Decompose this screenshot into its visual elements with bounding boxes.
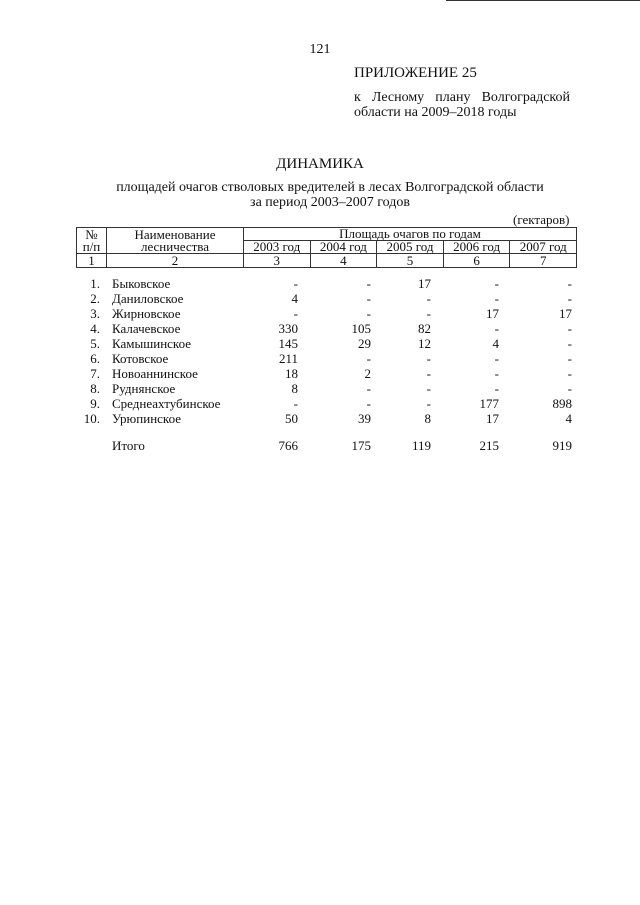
appendix-subtitle: к Лесному плану Волгоградской области на 2009–2018 годы	[354, 90, 570, 120]
units-label: (гектаров)	[513, 212, 570, 227]
value-2005: 82	[418, 321, 431, 336]
value-2003: 8	[291, 381, 298, 396]
total-2007: 919	[552, 438, 572, 453]
value-2004: 29	[358, 336, 371, 351]
value-2005: 17	[418, 276, 431, 291]
value-2004: -	[366, 351, 371, 366]
table-row	[76, 336, 576, 351]
value-2003: 4	[291, 291, 298, 306]
value-2004: 2	[364, 366, 371, 381]
value-2005: 8	[424, 411, 431, 426]
area-group-header: Площадь очагов по годам	[244, 228, 577, 241]
appendix-title: ПРИЛОЖЕНИЕ 25	[354, 65, 477, 81]
value-2006: -	[494, 366, 499, 381]
year-header: 2005 год	[377, 241, 444, 254]
forestry-name: Руднянское	[112, 381, 176, 396]
total-2004: 175	[351, 438, 371, 453]
page-number: 121	[309, 42, 331, 57]
year-header: 2004 год	[310, 241, 377, 254]
row-number: 4.	[90, 321, 100, 336]
value-2006: 17	[486, 306, 499, 321]
row-number: 6.	[90, 351, 100, 366]
total-2003: 766	[278, 438, 298, 453]
row-number: 8.	[90, 381, 100, 396]
row-number: 2.	[90, 291, 100, 306]
value-2004: 105	[351, 321, 371, 336]
forestry-name: Среднеахтубинское	[112, 396, 221, 411]
value-2006: 17	[486, 411, 499, 426]
row-number: 9.	[90, 396, 100, 411]
num-column-header	[77, 228, 107, 254]
value-2006: 4	[492, 336, 499, 351]
name-column-header	[107, 228, 244, 254]
value-2006: -	[494, 381, 499, 396]
year-header: 2006 год	[443, 241, 510, 254]
forestry-name: Котовское	[112, 351, 169, 366]
total-label: Итого	[112, 438, 145, 453]
value-2007: -	[567, 381, 572, 396]
document-subtitle	[80, 180, 580, 210]
value-2007: 17	[559, 306, 572, 321]
value-2003: 50	[285, 411, 298, 426]
table-row	[76, 381, 576, 396]
column-number: 2	[107, 254, 244, 268]
value-2007: 4	[565, 411, 572, 426]
value-2005: -	[426, 396, 431, 411]
value-2003: -	[293, 396, 298, 411]
table-row	[76, 351, 576, 366]
value-2007: 898	[552, 396, 572, 411]
year-header: 2007 год	[510, 241, 577, 254]
value-2005: 12	[418, 336, 431, 351]
value-2004: -	[366, 306, 371, 321]
forestry-name: Урюпинское	[112, 411, 181, 426]
subtitle-line-1: площадей очагов стволовых вредителей в лесах Волгоградской области	[116, 180, 544, 195]
num-header-line-1: №	[85, 226, 98, 242]
value-2007: -	[567, 321, 572, 336]
forestry-name: Быковское	[112, 276, 171, 291]
value-2004: -	[366, 381, 371, 396]
value-2006: -	[494, 276, 499, 291]
row-number: 10.	[83, 411, 100, 426]
table-row	[76, 276, 576, 291]
value-2003: 145	[278, 336, 298, 351]
value-2006: -	[494, 321, 499, 336]
value-2007: -	[567, 276, 572, 291]
value-2004: -	[366, 396, 371, 411]
value-2003: 330	[278, 321, 298, 336]
row-number: 5.	[90, 336, 100, 351]
forestry-name: Жирновское	[112, 306, 181, 321]
value-2005: -	[426, 381, 431, 396]
value-2006: -	[494, 351, 499, 366]
value-2005: -	[426, 306, 431, 321]
row-number: 3.	[90, 306, 100, 321]
num-header-line-2: п/п	[82, 238, 101, 254]
value-2004: -	[366, 276, 371, 291]
total-2005: 119	[411, 438, 431, 453]
total-2006: 215	[479, 438, 499, 453]
forestry-name: Камышинское	[112, 336, 192, 351]
table-body	[76, 276, 576, 426]
value-2003: 211	[278, 351, 298, 366]
forestry-name: Калачевское	[112, 321, 181, 336]
value-2007: -	[567, 336, 572, 351]
column-number: 4	[310, 254, 377, 268]
forestry-name: Новоаннинское	[112, 366, 198, 381]
table-row	[76, 321, 576, 336]
document-title: ДИНАМИКА	[276, 156, 364, 172]
value-2004: 39	[358, 411, 371, 426]
table-row	[76, 291, 576, 306]
total-row	[76, 438, 576, 453]
name-header-line-1: Наименование	[134, 226, 216, 242]
row-number: 1.	[90, 276, 100, 291]
data-table-header	[76, 227, 577, 268]
column-number: 1	[77, 254, 107, 268]
value-2006: -	[494, 291, 499, 306]
column-number: 3	[244, 254, 311, 268]
column-number: 6	[443, 254, 510, 268]
column-number: 5	[377, 254, 444, 268]
value-2005: -	[426, 351, 431, 366]
row-number: 7.	[90, 366, 100, 381]
table-row	[76, 366, 576, 381]
forestry-name: Даниловское	[112, 291, 184, 306]
value-2005: -	[426, 366, 431, 381]
table-row	[76, 396, 576, 411]
value-2004: -	[366, 291, 371, 306]
name-header-line-2: лесничества	[140, 238, 210, 254]
table-row	[76, 306, 576, 321]
value-2003: 18	[285, 366, 298, 381]
value-2003: -	[293, 306, 298, 321]
year-header: 2003 год	[244, 241, 311, 254]
top-edge-line	[446, 0, 640, 1]
value-2005: -	[426, 291, 431, 306]
value-2006: 177	[479, 396, 499, 411]
value-2007: -	[567, 366, 572, 381]
value-2003: -	[293, 276, 298, 291]
table-row	[76, 411, 576, 426]
subtitle-line-2: за период 2003–2007 годов	[250, 195, 410, 210]
value-2007: -	[567, 351, 572, 366]
value-2007: -	[567, 291, 572, 306]
column-number: 7	[510, 254, 577, 268]
